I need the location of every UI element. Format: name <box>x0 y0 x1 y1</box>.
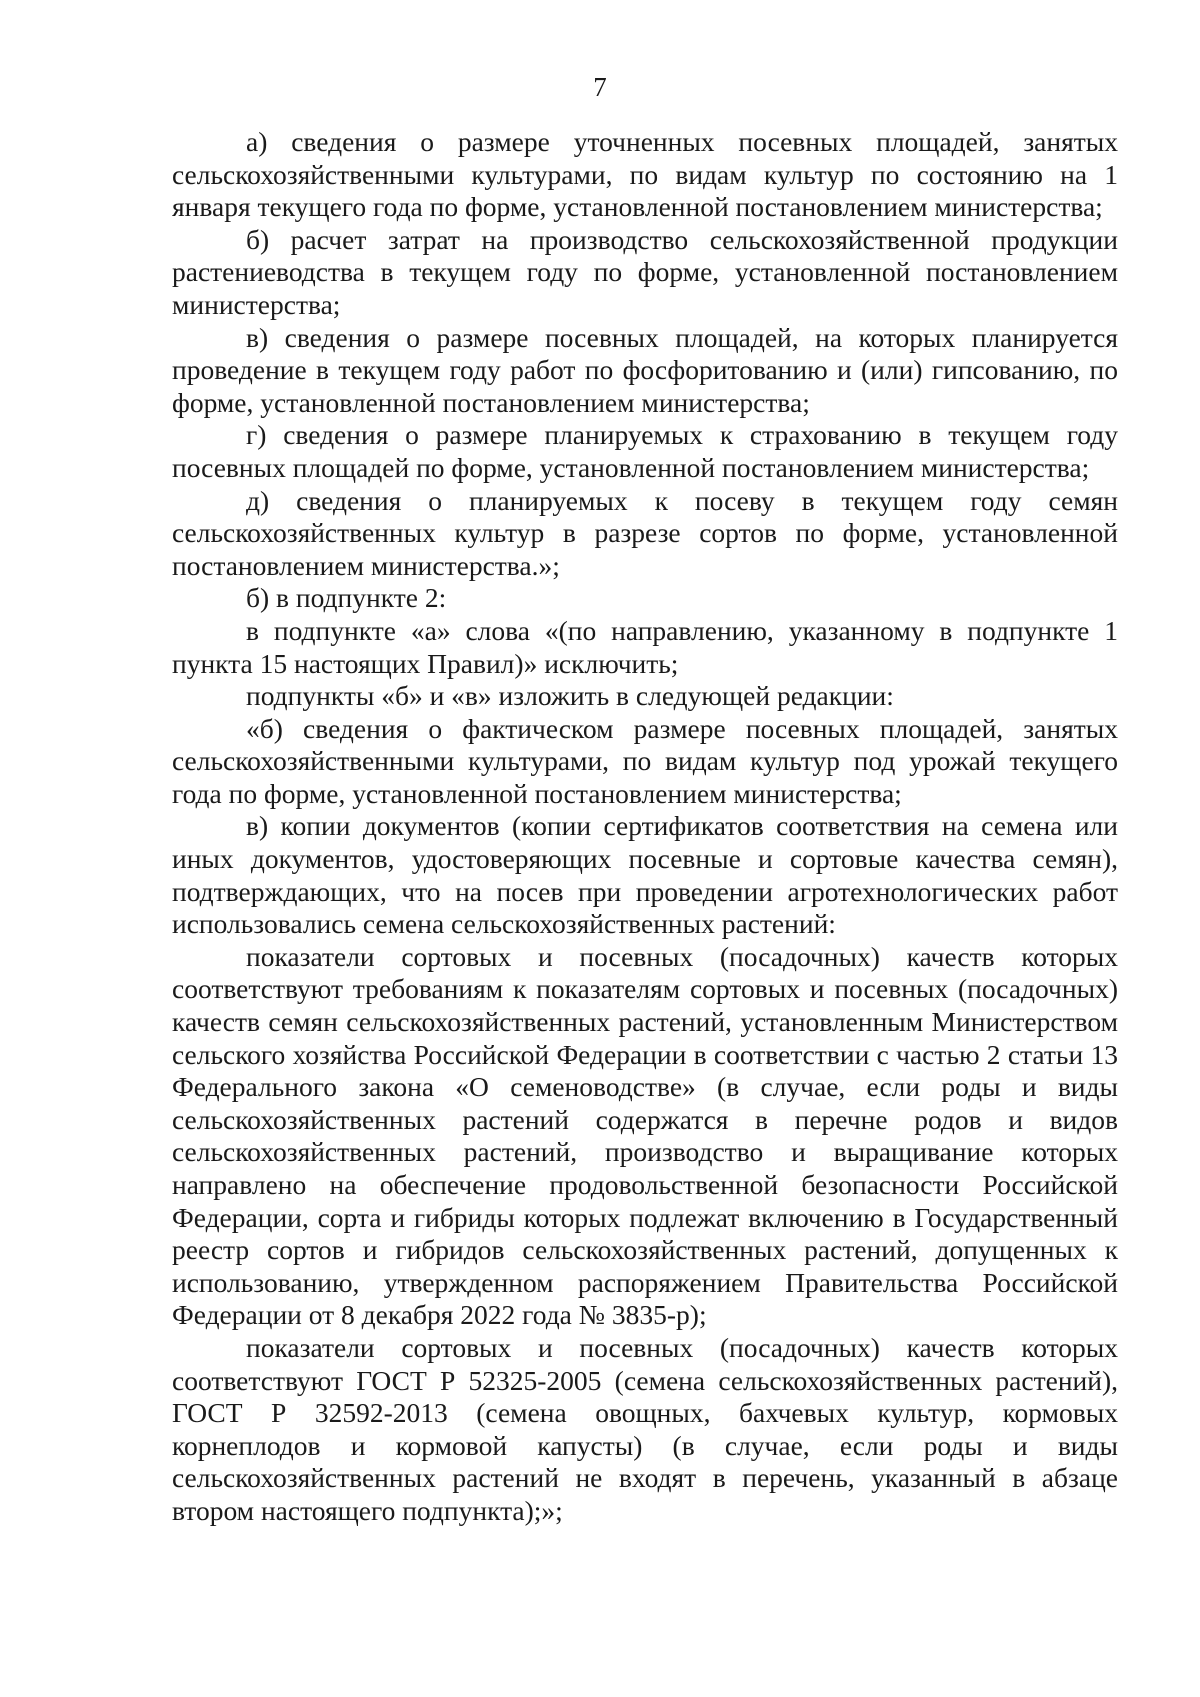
paragraph-new-b-actual-areas: «б) сведения о фактическом размере посевных площадей, занятых сельскохозяйственными культурами, по видам культур под урожай текущего года по форме, установленной постановлением министерства; <box>172 712 1118 809</box>
paragraph-subpoints-b-v-intro: подпункты «б» и «в» изложить в следующей редакции: <box>246 680 894 712</box>
paragraph-gost-compliance: показатели сортовых и посевных (посадочных) качеств которых соответствуют ГОСТ Р 52325-2005 (семена сельскохозяйственных растений), ГОСТ Р 32592-2013 (семена овощных, бахчевых культур, кормовых корнеплодов и кормовой капусты) (в случае, если роды и виды сельскохозяйственных растений не входят в перечень, указанный в абзаце втором настоящего подпункта);»; <box>172 1331 1118 1526</box>
paragraph-a-refined-areas: а) сведения о размере уточненных посевных площадей, занятых сельскохозяйственными культурами, по видам культур по состоянию на 1 января текущего года по форме, установленной постановлением министерства; <box>172 126 1118 223</box>
paragraph-b-cost-calculation: б) расчет затрат на производство сельскохозяйственной продукции растениеводства в текущем году по форме, установленной постановлением министерства; <box>172 223 1118 320</box>
paragraph-subpoint-a-exclusion: в подпункте «а» слова «(по направлению, указанному в подпункте 1 пункта 15 настоящих Правил)» исключить; <box>172 614 1118 679</box>
paragraph-new-v-document-copies: в) копии документов (копии сертификатов соответствия на семена или иных документов, удостоверяющих посевные и сортовые качества семян), подтверждающих, что на посев при проведении агротехнологических работ использовались семена сельскохозяйственных растений: <box>172 810 1118 940</box>
paragraph-seed-quality-requirements: показатели сортовых и посевных (посадочных) качеств которых соответствуют требованиям к показателям сортовых и посевных (посадочных) качеств семян сельскохозяйственных растений, установленным Министерством сельского хозяйства Российской Федерации в соответствии с частью 2 статьи 13 Федерального закона «О семеноводстве» (в случае, если роды и виды сельскохозяйственных растений содержатся в перечне родов и видов сельскохозяйственных растений, производство и выращивание которых направлено на обеспечение продовольственной безопасности Российской Федерации, сорта и гибриды которых подлежат включению в Государственный реестр сортов и гибридов сельскохозяйственных растений, допущенных к использованию, утвержденном распоряжением Правительства Российской Федерации от 8 декабря 2022 года № 3835-р); <box>172 940 1118 1331</box>
paragraph-subpoint-2: б) в подпункте 2: <box>246 582 447 614</box>
paragraph-d-planned-seeds: д) сведения о планируемых к посеву в текущем году семян сельскохозяйственных культур в разрезе сортов по форме, установленной постановлением министерства.»; <box>172 484 1118 581</box>
document-body <box>172 126 1118 1528</box>
page-number: 7 <box>593 72 607 102</box>
paragraph-v-phosphoriting: в) сведения о размере посевных площадей, на которых планируется проведение в текущем году работ по фосфоритованию и (или) гипсованию, по форме, установленной постановлением министерства; <box>172 321 1118 418</box>
paragraph-g-insurance: г) сведения о размере планируемых к страхованию в текущем году посевных площадей по форме, установленной постановлением министерства; <box>172 419 1118 483</box>
